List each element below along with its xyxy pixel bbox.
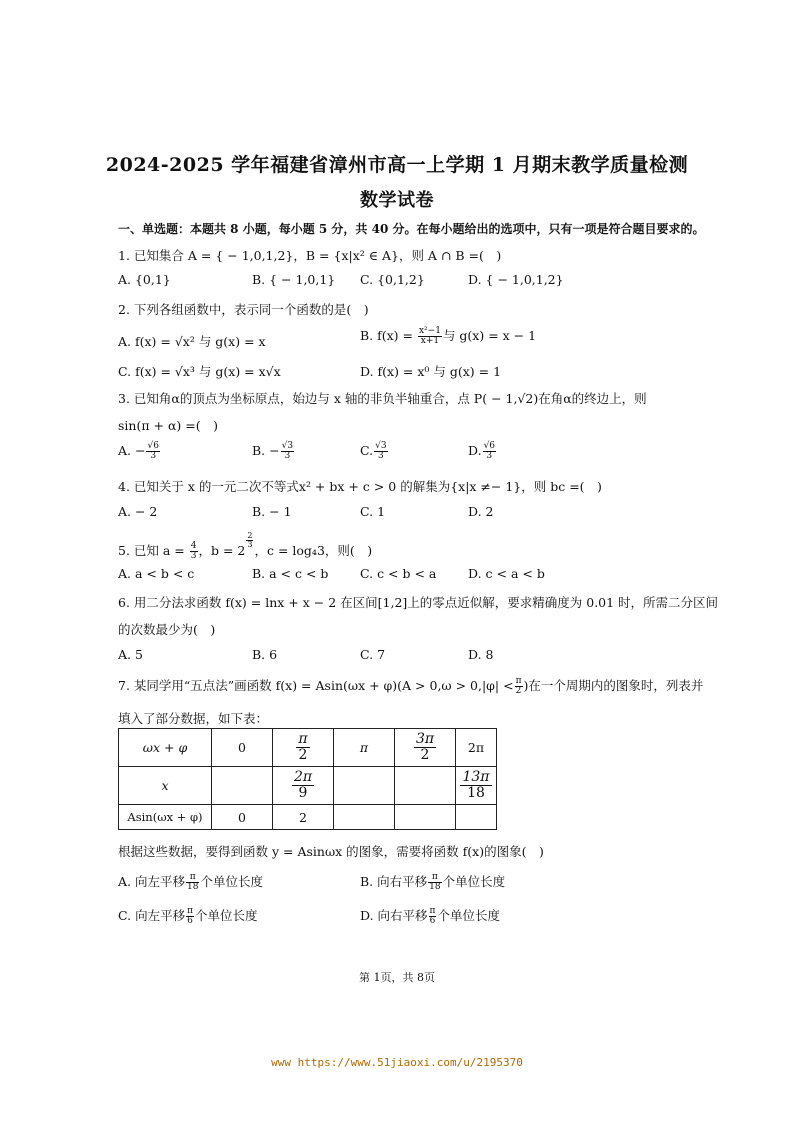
q2-b-suffix: 与 g(x) = x − 1 [442,328,537,343]
q7-a-numerator: π [186,873,199,883]
q7-a-prefix: A. 向左平移 [118,874,185,889]
table-cell [212,767,273,805]
q7-c-fraction [186,907,194,926]
table-row [119,767,497,805]
q1-option-a: A. {0,1} [118,272,171,287]
table-cell [119,729,212,767]
q3-stem-line2: sin(π + α) =( ) [118,418,218,433]
q3-c-prefix: C. [360,443,374,458]
q3-b-prefix: B. − [252,443,280,458]
five-point-table [118,728,497,830]
q7-a-fraction [186,873,199,892]
q7-a-suffix: 个单位长度 [200,874,263,889]
q7-c-prefix: C. 向左平移 [118,908,186,923]
watermark-url: www https://www.51jiaoxi.com/u/2195370 [271,1056,523,1069]
q7-c-numerator: π [187,906,193,916]
q7-option-c [118,906,258,926]
q5-option-a: A. a < b < c [118,566,195,581]
q3-option-d [468,442,497,461]
cell-fraction [292,770,314,801]
fraction-denominator: 2 [298,747,308,763]
table-cell [273,767,334,805]
q4-option-a: A. − 2 [118,504,158,519]
q6-stem-line2: 的次数最少为( ) [118,622,216,637]
q5-stem-middle: ，b = 2 [198,543,246,558]
table-cell [334,805,395,830]
q3-option-b [252,442,295,461]
q3-a-denominator: 3 [150,451,157,461]
table-cell: 2 [273,805,334,830]
q7-stem-suffix: )在一个周期内的图象时，列表并 [523,678,704,693]
table-cell [334,729,395,767]
table-cell [456,767,497,805]
q2-option-b [360,326,536,346]
q7-b-suffix: 个单位长度 [442,874,506,889]
fraction-numerator: 2π [293,769,313,785]
cell-text: x [161,778,169,793]
q7-option-b [360,872,505,892]
fraction-denominator: 9 [298,785,308,801]
q3-stem-line1: 3. 已知角α的顶点为坐标原点，始边与 x 轴的非负半轴重合，点 P( − 1,√2)在角α的终边上，则 [118,391,647,406]
q3-b-numerator: √3 [281,441,294,451]
q1-option-b: B. { − 1,0,1} [252,272,336,287]
q3-d-fraction [483,442,496,461]
q3-d-denominator: 3 [486,451,493,461]
table-cell: Asin(ωx + φ) [119,805,212,830]
q7-b-numerator: π [428,873,441,883]
q5-a-fraction [190,542,198,561]
q2-b-numerator: x²−1 [418,326,441,336]
exam-subtitle: 数学试卷 [360,190,434,211]
q3-c-numerator: √3 [375,441,387,451]
q7-d-prefix: D. 向右平移 [360,908,428,923]
table-cell [395,805,456,830]
table-cell [273,729,334,767]
cell-fraction [296,732,309,763]
fraction-numerator: 13π [462,769,490,785]
q7-b-prefix: B. 向右平移 [360,874,428,889]
table-cell [456,805,497,830]
q2-option-c: C. f(x) = √x³ 与 g(x) = x√x [118,364,281,379]
q2-option-a: A. f(x) = √x² 与 g(x) = x [118,334,266,349]
q7-question: 根据这些数据，要得到函数 y = Asinωx 的图象，需要将函数 f(x)的图象( ) [118,844,544,859]
q1-option-c: C. {0,1,2} [360,272,425,287]
table-cell: 0 [212,805,273,830]
q7-stem-line1 [118,676,703,696]
q7-c-denominator: 6 [187,916,193,926]
q6-option-b: B. 6 [252,647,278,662]
q4-option-c: C. 1 [360,504,386,519]
q7-d-numerator: π [429,906,436,916]
table-cell: 2π [456,729,497,767]
q5-a-denominator: 3 [190,551,197,561]
table-row [119,805,497,830]
q5-stem [118,532,372,561]
q5-stem-prefix: 5. 已知 a = [118,543,185,558]
cell-text: π [359,740,369,755]
q3-option-c [360,442,389,461]
q5-exponent-denominator: 3 [247,540,253,549]
fraction-denominator: 2 [420,747,430,763]
q2-b-denominator: x+1 [420,336,440,346]
q7-d-suffix: 个单位长度 [437,908,500,923]
q6-stem-line1: 6. 用二分法求函数 f(x) = lnx + x − 2 在区间[1,2]上的零点近似解，要求精确度为 0.01 时，所需二分区间 [118,595,719,610]
q5-option-d: D. c < a < b [468,566,545,581]
q7-stem-prefix: 7. 某同学用“五点法”画函数 f(x) = Asin(ωx + φ)(A > 0,ω > 0,|φ| < [118,678,514,693]
q2-b-prefix: B. f(x) = [360,328,417,343]
exam-title: 2024-2025 学年福建省漳州市高一上学期 1 月期末教学质量检测 [105,154,689,176]
q3-c-denominator: 3 [377,451,384,461]
q3-a-numerator: √6 [147,441,159,451]
cell-text: ωx + φ [142,740,188,755]
q5-exponent-fraction [246,532,253,549]
q7-stem-line2: 填入了部分数据，如下表： [118,711,269,726]
q7-b-denominator: 18 [429,882,441,892]
table-cell [334,767,395,805]
q3-c-fraction [374,442,387,461]
q6-option-a: A. 5 [118,647,143,662]
q5-exponent-numerator: 2 [247,531,253,540]
q4-option-b: B. − 1 [252,504,292,519]
q5-a-numerator: 4 [190,541,197,551]
q1-stem: 1. 已知集合 A = { − 1,0,1,2}，B = {x|x² ∈ A}，则 A ∩ B =( ) [118,248,502,263]
q1-option-d: D. { − 1,0,1,2} [468,272,564,287]
table-cell [395,729,456,767]
fraction-numerator: π [298,731,308,747]
q7-phi-bound-numerator: π [515,676,522,686]
q4-stem: 4. 已知关于 x 的一元二次不等式x² + bx + c > 0 的解集为{x|x ≠− 1}，则 bc =( ) [118,479,602,494]
fraction-numerator: 3π [415,731,435,747]
q7-option-a [118,872,263,892]
q7-b-fraction [428,873,441,892]
q5-stem-suffix: ，c = log₄3，则( ) [254,543,373,558]
q5-option-c: C. c < b < a [360,566,437,581]
q3-d-numerator: √6 [483,441,496,451]
q4-option-d: D. 2 [468,504,494,519]
q3-b-denominator: 3 [284,451,291,461]
q3-b-fraction [281,442,294,461]
cell-fraction [460,770,491,801]
q3-a-prefix: A. − [118,443,146,458]
table-cell: 0 [212,729,273,767]
table-row [119,729,497,767]
table-cell [119,767,212,805]
q7-a-denominator: 18 [186,882,199,892]
q7-phi-bound-fraction [515,677,523,696]
q7-option-d [360,906,500,926]
q7-d-fraction [429,907,437,926]
table-cell [395,767,456,805]
q3-option-a [118,442,161,461]
q6-option-d: D. 8 [468,647,494,662]
fraction-denominator: 18 [467,785,485,801]
cell-fraction [414,732,436,763]
q3-a-fraction [146,442,159,461]
q5-option-b: B. a < c < b [252,566,329,581]
page-number-footer: 第 1页，共 8页 [359,971,435,984]
section-heading: 一、单选题：本题共 8 小题，每小题 5 分，共 40 分。在每小题给出的选项中，只有一项是符合题目要求的。 [118,222,705,236]
q7-d-denominator: 6 [429,916,436,926]
q2-b-fraction [418,327,442,346]
q6-option-c: C. 7 [360,647,386,662]
q7-c-suffix: 个单位长度 [195,908,258,923]
q2-stem: 2. 下列各组函数中，表示同一个函数的是( ) [118,302,369,317]
q7-phi-bound-denominator: 2 [515,686,522,696]
q2-option-d: D. f(x) = x⁰ 与 g(x) = 1 [360,364,502,379]
q3-d-prefix: D. [468,443,482,458]
